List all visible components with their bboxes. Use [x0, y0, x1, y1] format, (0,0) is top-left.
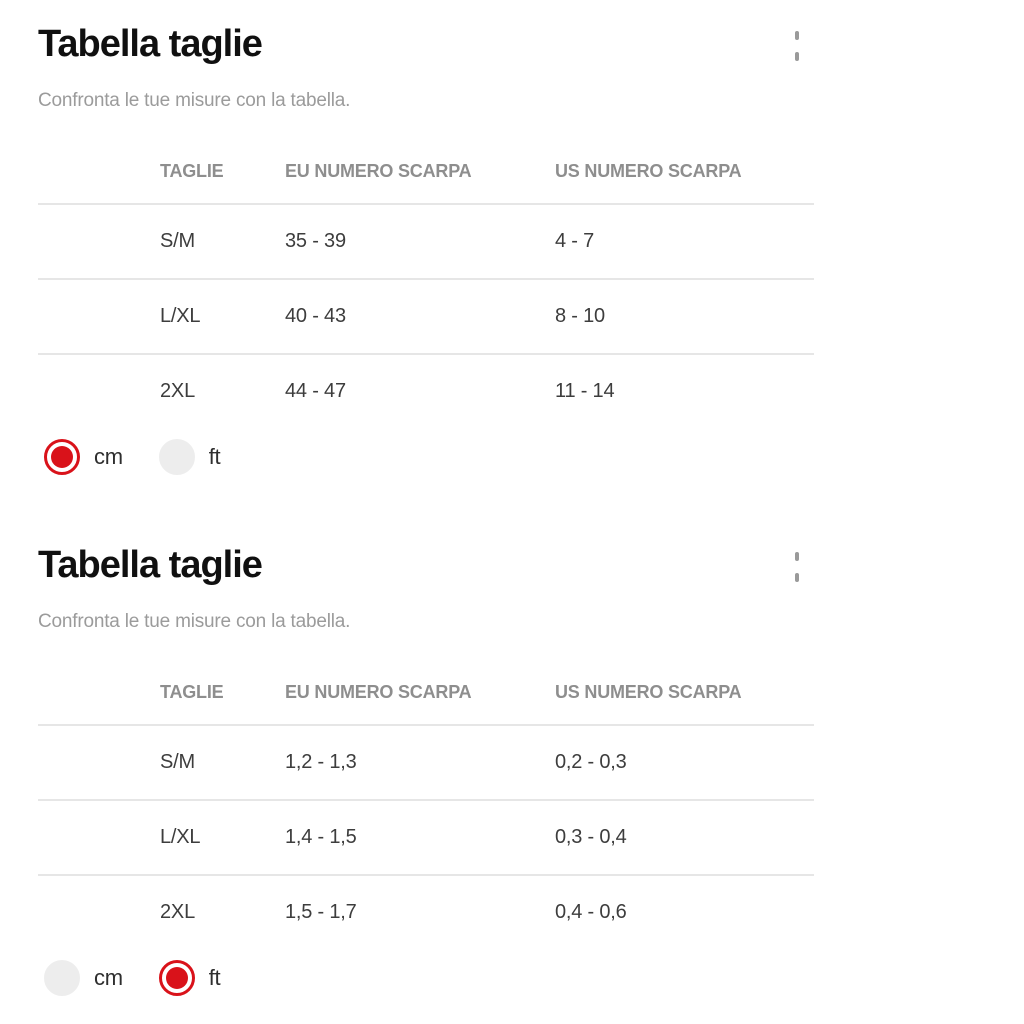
table-row: [38, 353, 814, 428]
unit-option-ft[interactable]: [159, 960, 221, 996]
cell-taglie: S/M: [160, 751, 195, 773]
unit-option-label: ft: [208, 965, 221, 990]
corner-marks: [795, 31, 803, 73]
size-chart-section-cm: [38, 0, 814, 477]
table-row: [38, 203, 814, 278]
section-subtitle: Confronta le tue misure con la tabella.: [38, 90, 351, 111]
page-title: Tabella taglie: [38, 23, 262, 65]
cell-eu: 35 - 39: [285, 230, 346, 252]
col-header-eu: EU NUMERO SCARPA: [285, 682, 472, 702]
col-header-us: US NUMERO SCARPA: [555, 682, 742, 702]
cell-us: 4 - 7: [555, 230, 595, 252]
unit-option-label: cm: [94, 965, 123, 990]
size-chart-section-ft: [38, 477, 814, 998]
tiny-marker-icon: [795, 52, 799, 61]
radio-icon: [159, 439, 195, 475]
unit-toggle: [38, 437, 814, 477]
cell-us: 0,4 - 0,6: [555, 901, 627, 923]
tiny-marker-icon: [795, 552, 799, 561]
size-table: [38, 140, 814, 428]
table-row: [38, 799, 814, 874]
cell-us: 0,3 - 0,4: [555, 826, 627, 848]
page-title: Tabella taglie: [38, 544, 262, 586]
radio-icon: [44, 960, 80, 996]
cell-eu: 40 - 43: [285, 305, 346, 327]
cell-eu: 1,4 - 1,5: [285, 826, 357, 848]
table-row: [38, 874, 814, 949]
unit-option-label: cm: [94, 444, 123, 469]
cell-taglie: 2XL: [160, 901, 195, 923]
cell-us: 8 - 10: [555, 305, 605, 327]
radio-icon: [159, 960, 195, 996]
unit-option-cm[interactable]: [44, 960, 123, 996]
radio-icon: [44, 439, 80, 475]
unit-option-cm[interactable]: [44, 439, 123, 475]
cell-taglie: L/XL: [160, 305, 201, 327]
cell-eu: 1,2 - 1,3: [285, 751, 357, 773]
cell-us: 0,2 - 0,3: [555, 751, 627, 773]
cell-taglie: L/XL: [160, 826, 201, 848]
unit-option-label: ft: [208, 444, 221, 469]
col-header-taglie: TAGLIE: [160, 161, 224, 181]
cell-eu: 44 - 47: [285, 380, 346, 402]
size-table: [38, 661, 814, 949]
cell-eu: 1,5 - 1,7: [285, 901, 357, 923]
unit-option-ft[interactable]: [159, 439, 221, 475]
section-subtitle: Confronta le tue misure con la tabella.: [38, 611, 351, 632]
tiny-marker-icon: [795, 573, 799, 582]
cell-taglie: S/M: [160, 230, 195, 252]
table-row: [38, 278, 814, 353]
col-header-us: US NUMERO SCARPA: [555, 161, 742, 181]
cell-us: 11 - 14: [555, 380, 615, 402]
unit-toggle: [38, 958, 814, 998]
corner-marks: [795, 552, 803, 594]
tiny-marker-icon: [795, 31, 799, 40]
table-header-row: [38, 661, 814, 724]
col-header-eu: EU NUMERO SCARPA: [285, 161, 472, 181]
col-header-taglie: TAGLIE: [160, 682, 224, 702]
cell-taglie: 2XL: [160, 380, 195, 402]
table-header-row: [38, 140, 814, 203]
table-row: [38, 724, 814, 799]
